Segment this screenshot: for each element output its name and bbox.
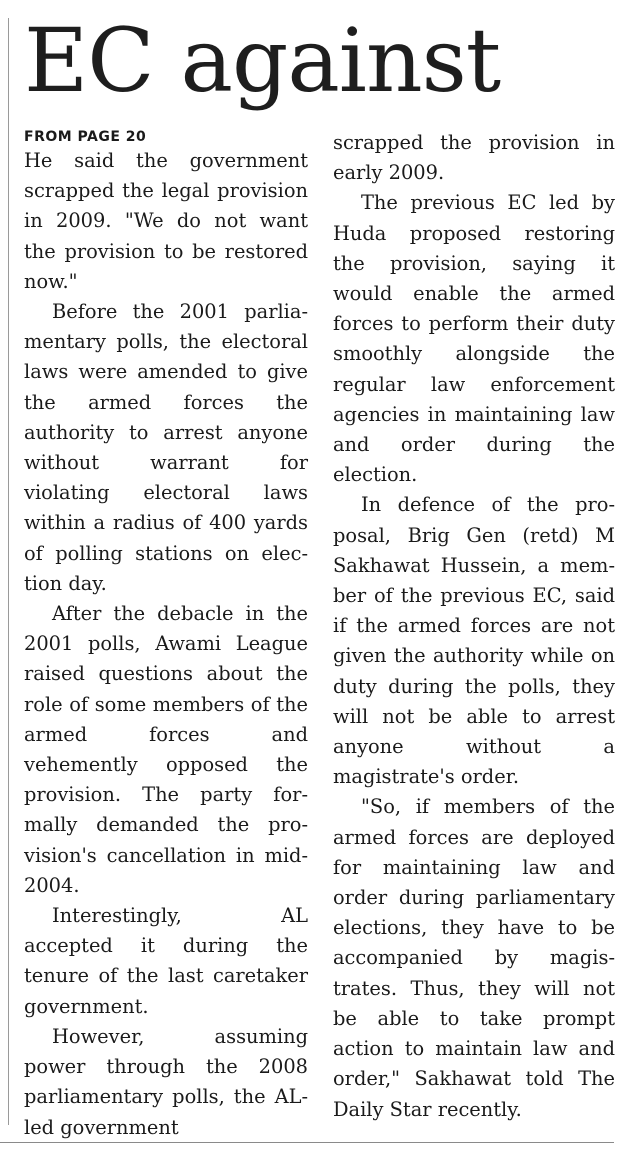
paragraph: The previous EC led by Huda proposed restoring the provision, saying it would enable the armed forces to perform their duty smoothly alongside the regular law enforcement agencies in maintaining law and order during the election. — [333, 191, 615, 487]
article-column-2 — [333, 128, 615, 1125]
paragraph: Interestingly, AL accepted it during the tenure of the last caretaker government. — [24, 904, 308, 1018]
paragraph: However, assuming power through the 2008 parliamentary polls, the AL-led government — [24, 1024, 308, 1139]
paragraph: scrapped the provision in early 2009. — [333, 131, 615, 185]
article-column-1 — [24, 128, 308, 1143]
left-column-rule — [8, 18, 9, 1125]
jump-line: FROM PAGE 20 — [24, 129, 147, 145]
paragraph: He said the government scrapped the legal provision in 2009. "We do not want the provision to be restored now." — [24, 149, 308, 293]
paragraph: After the debacle in the 2001 polls, Awami League raised questions about the role of some members of the armed forces and vehemently opposed the provision. The party formally demanded the provision's cancellation in mid-2004. — [24, 602, 308, 897]
paragraph: Before the 2001 parliamentary polls, the electoral laws were amended to give the armed forces the authority to arrest anyone without warrant for violating electoral laws within a radius of 400 yards of polling stations on election day. — [24, 300, 308, 595]
bottom-rule — [0, 1142, 614, 1143]
paragraph: In defence of the proposal, Brig Gen (retd) M Sakhawat Hussein, a member of the previous EC, said if the armed forces are not given the authority while on duty during the polls, they will not be able to arrest anyone without a magistrate's order. — [333, 493, 615, 789]
paragraph: "So, if members of the armed forces are deployed for maintaining law and order during parliamentary elections, they have to be accompanied by magistrates. Thus, they will not be able to take prompt action to maintain law and order," Sakhawat told The Daily Star recently. — [333, 795, 615, 1121]
headline: EC against — [24, 9, 501, 112]
